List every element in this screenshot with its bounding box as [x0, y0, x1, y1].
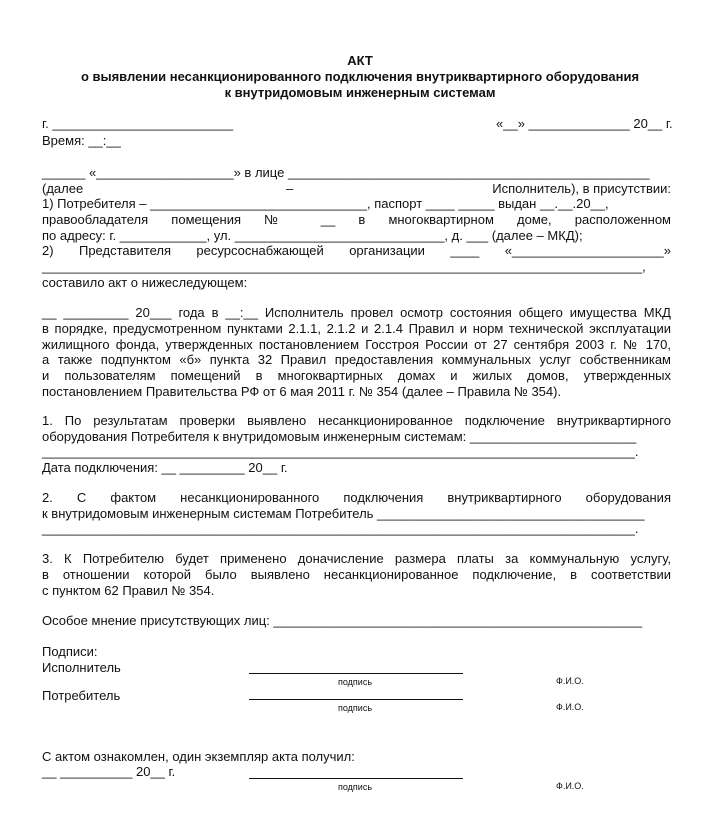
date-field: «__» ______________ 20__ г.: [496, 116, 673, 131]
item1-line-3: __________________________________________________________________________________.: [42, 444, 639, 459]
consumer-label: Потребитель: [42, 688, 121, 703]
act-subtitle-line1: о выявлении несанкционированного подключения внутриквартирного оборудования: [80, 69, 640, 84]
owner-line: правообладателя помещения № __ в многоквартирном доме, расположенном: [42, 212, 671, 227]
consumer-signature-line: [249, 699, 463, 700]
inspection-line-1: __ _________ 20___ года в __:__ Исполнитель провел осмотр состояния общего имущества МКД: [42, 305, 671, 320]
executor-line: ______ «___________________» в лице __________________________________________________: [42, 165, 650, 180]
item3-line-3: с пунктом 62 Правил № 354.: [42, 583, 215, 598]
act-title: АКТ: [347, 53, 373, 68]
item2-line-2: к внутридомовым инженерным системам Потребитель _____________________________________: [42, 506, 645, 521]
executor-note-a: (далее: [42, 181, 84, 196]
executor-sign-caption: подпись: [338, 677, 373, 687]
executor-signature-line: [249, 673, 463, 674]
address-line: по адресу: г. ____________, ул. _____________________________, д. ___ (далее – МКД);: [42, 228, 583, 243]
acknowledgement-name-caption: Ф.И.О.: [556, 781, 584, 791]
acknowledgement-date: __ __________ 20__ г.: [42, 764, 176, 779]
inspection-line-4: а также подпунктом «б» пункта 32 Правил предоставления коммунальных услуг собственникам: [42, 352, 671, 367]
item3-line-2: в отношении которой было выявлено несанкционированное подключение, в соответствии: [42, 567, 671, 582]
connection-date: Дата подключения: __ _________ 20__ г.: [42, 460, 288, 475]
time-field: Время: __:__: [42, 133, 121, 148]
executor-name-caption: Ф.И.О.: [556, 676, 584, 686]
item3-line-1: 3. К Потребителю будет применено доначисление размера платы за коммунальную услугу,: [42, 551, 671, 566]
supplier-line: 2) Представителя ресурсоснабжающей организации ____ «_____________________»: [42, 243, 671, 258]
inspection-line-3: жилищного фонда, утвержденных постановлением Госстроя России от 27 сентября 2003 г. № 170,: [42, 337, 671, 352]
inspection-line-6: постановлением Правительства РФ от 6 мая 2011 г. № 354 (далее – Правила № 354).: [42, 384, 562, 399]
executor-label: Исполнитель: [42, 660, 121, 675]
consumer-name-caption: Ф.И.О.: [556, 702, 584, 712]
signatures-header: Подписи:: [42, 644, 98, 659]
act-subtitle-line2: к внутридомовым инженерным системам: [224, 85, 496, 100]
executor-note-c: Исполнитель), в присутствии:: [492, 181, 671, 196]
composed-line: составило акт о нижеследующем:: [42, 275, 248, 290]
acknowledgement-sign-caption: подпись: [338, 782, 373, 792]
item1-line-2: оборудования Потребителя к внутридомовым инженерным системам: _______________________: [42, 429, 637, 444]
acknowledgement-text: С актом ознакомлен, один экземпляр акта получил:: [42, 749, 355, 764]
supplier-blank-line: ___________________________________________________________________________________,: [42, 259, 646, 274]
inspection-line-2: в порядке, предусмотренном пунктами 2.1.1, 2.1.2 и 2.1.4 Правил и норм технической эксплуатации: [42, 321, 671, 336]
item1-line-1: 1. По результатам проверки выявлено несанкционированное подключение внутриквартирного: [42, 413, 671, 428]
special-opinion: Особое мнение присутствующих лиц: ___________________________________________________: [42, 613, 643, 628]
item2-line-1: 2. С фактом несанкционированного подключения внутриквартирного оборудования: [42, 490, 671, 505]
inspection-line-5: и пользователям помещений в многоквартирных домах и жилых домов, утвержденных: [42, 368, 671, 383]
city-field: г. _________________________: [42, 116, 234, 131]
consumer-sign-caption: подпись: [338, 703, 373, 713]
executor-note-dash: –: [286, 181, 294, 196]
consumer-line: 1) Потребителя – ______________________________, паспорт ____ _____ выдан __.__.20__,: [42, 196, 609, 211]
acknowledgement-signature-line: [249, 778, 463, 779]
item2-line-3: __________________________________________________________________________________.: [42, 521, 639, 536]
